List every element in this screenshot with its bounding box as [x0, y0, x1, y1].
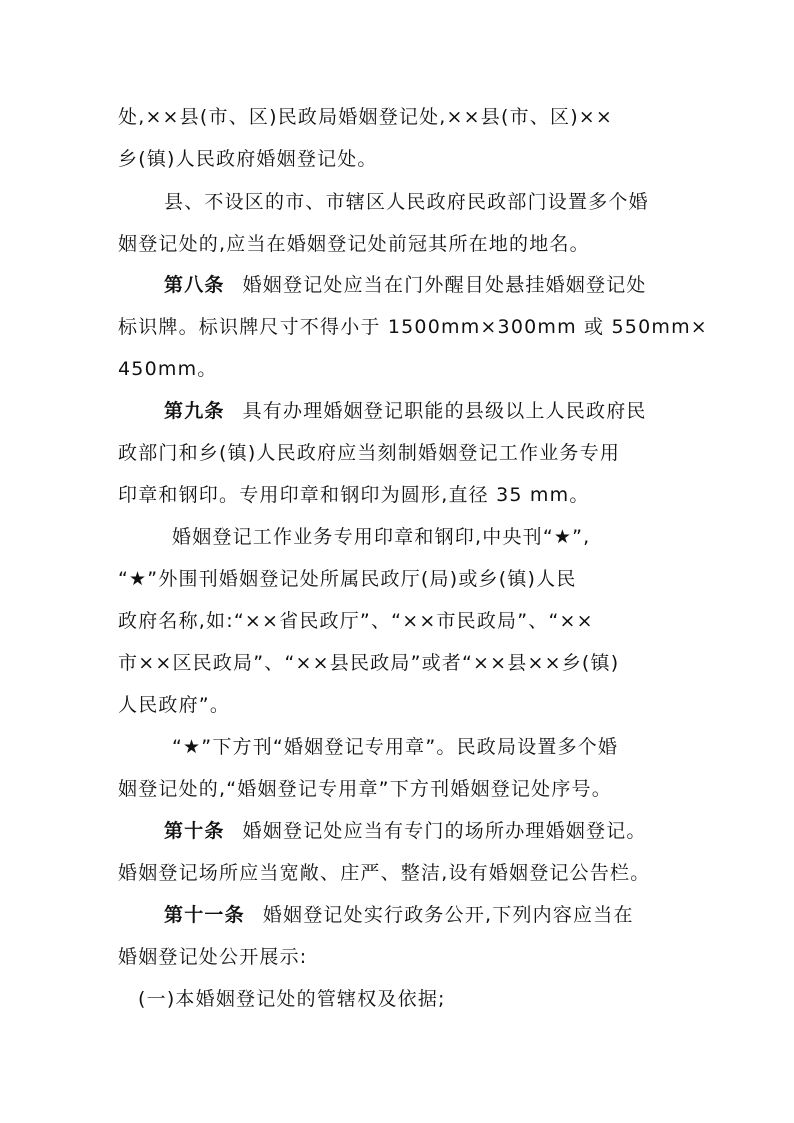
article-heading: 第八条 [164, 274, 225, 296]
article-heading: 第十条 [164, 820, 225, 842]
text-line: “★”外围刊婚姻登记处所属民政厅(局)或乡(镇)人民 [118, 568, 577, 590]
text-line: 政府名称,如:“××省民政厅”、“××市民政局”、“×× [118, 610, 594, 632]
text-line: 印章和钢印。专用印章和钢印为圆形,直径 35 mm。 [118, 484, 590, 506]
article-10 [164, 818, 724, 844]
article-text: 婚姻登记处应当在门外醒目处悬挂婚姻登记处 [242, 274, 647, 296]
text-line: 政部门和乡(镇)人民政府应当刻制婚姻登记工作业务专用 [118, 442, 621, 464]
article-8 [164, 272, 724, 298]
paragraph-start: 县、不设区的市、市辖区人民政府民政部门设置多个婚 [164, 191, 649, 213]
paragraph-start: “★”下方刊“婚姻登记专用章”。民政局设置多个婚 [172, 736, 619, 758]
text-line: 婚姻登记处公开展示: [118, 946, 308, 968]
list-item: (一)本婚姻登记处的管辖权及依据; [138, 988, 446, 1010]
article-11 [164, 902, 724, 928]
article-text: 具有办理婚姻登记职能的县级以上人民政府民 [242, 400, 647, 422]
article-text: 婚姻登记处应当有专门的场所办理婚姻登记。 [242, 820, 647, 842]
text-line: 姻登记处的,“婚姻登记专用章”下方刊婚姻登记处序号。 [118, 778, 612, 800]
article-9 [164, 398, 724, 424]
text-line: 乡(镇)人民政府婚姻登记处。 [118, 148, 378, 170]
article-heading: 第十一条 [164, 904, 245, 926]
text-line: 标识牌。标识牌尺寸不得小于 1500mm×300mm 或 550mm× [118, 316, 708, 338]
text-line: 450mm。 [118, 358, 218, 380]
text-line: 市××区民政局”、“××县民政局”或者“××县××乡(镇) [118, 652, 620, 674]
article-heading: 第九条 [164, 400, 225, 422]
text-line: 姻登记处的,应当在婚姻登记处前冠其所在地的地名。 [118, 233, 590, 255]
text-line: 人民政府”。 [118, 694, 231, 716]
text-line: 婚姻登记场所应当宽敞、庄严、整洁,设有婚姻登记公告栏。 [118, 862, 651, 884]
article-text: 婚姻登记处实行政务公开,下列内容应当在 [262, 904, 634, 926]
paragraph-start: 婚姻登记工作业务专用印章和钢印,中央刊“★”, [172, 526, 591, 548]
text-line: 处,××县(市、区)民政局婚姻登记处,××县(市、区)×× [118, 106, 614, 128]
